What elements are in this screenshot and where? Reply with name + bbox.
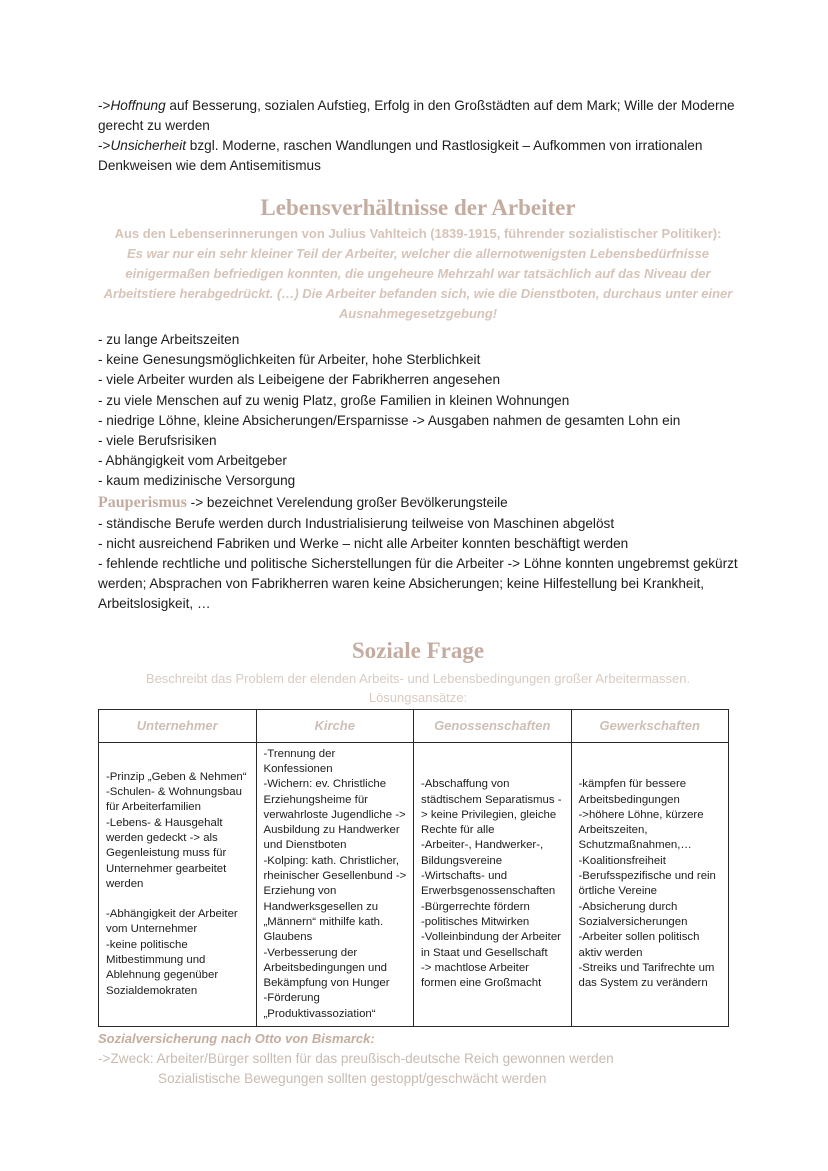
- cell-line: -Wirtschafts- und Erwerbsgenossenschaften: [421, 870, 556, 898]
- pauperismus-term: Pauperismus: [98, 493, 187, 511]
- cell-genossenschaften: [414, 742, 572, 1026]
- list-item: - kaum medizinische Versorgung: [98, 473, 296, 489]
- section-title-lebensverhaeltnisse: Lebensverhältnisse der Arbeiter: [260, 195, 576, 220]
- intro-hope-text: auf Besserung, sozialen Aufstieg, Erfolg in den Großstädten auf dem Mark; Wille der Moderne gerecht zu werden: [98, 98, 735, 133]
- cell-unternehmer: [99, 742, 257, 1026]
- arrow-prefix: ->: [98, 138, 111, 153]
- bismarck-heading: Sozialversicherung nach Otto von Bismarck:: [98, 1030, 375, 1046]
- soziale-frage-subtitle: Beschreibt das Problem der elenden Arbeits- und Lebensbedingungen großer Arbeitermassen.: [145, 670, 691, 686]
- solutions-table: [98, 709, 729, 1027]
- cell-gap: [106, 892, 250, 907]
- header-unternehmer: Unternehmer: [99, 709, 257, 742]
- list-item: - niedrige Löhne, kleine Absicherungen/Ersparnisse -> Ausgaben nahmen de gesamten Lohn ein: [98, 412, 681, 428]
- cell-line: -Wichern: ev. Christliche Erziehungsheime für verwahrloste Jugendliche -> Ausbildung zu Handwerker und Dienstboten: [263, 778, 406, 852]
- cell-line: -Förderung „Produktivassoziation“: [263, 992, 376, 1020]
- cell-line: -Prinzip „Geben & Nehmen“: [106, 770, 247, 783]
- list-item: - Abhängigkeit vom Arbeitgeber: [98, 453, 287, 469]
- list-item: - viele Arbeiter wurden als Leibeigene der Fabrikherren angesehen: [98, 372, 501, 388]
- pauperismus-definition: -> bezeichnet Verelendung großer Bevölkerungsteile: [186, 494, 508, 510]
- cell-kirche: [256, 742, 414, 1026]
- emphasis-uncertainty: Unsicherheit: [110, 138, 187, 153]
- list-item: - fehlende rechtliche und politische Sicherstellungen für die Arbeiter -> Löhne konnten ungebremst gekürzt werden; Absprachen von Fabrikherren waren keine Absicherungen; keine Hilfestellung bei Krankheit, Arbeitslosigkeit, …: [98, 556, 738, 612]
- quote-source: Aus den Lebenserinnerungen von Julius Vahlteich (1839-1915, führender sozialistischer Politiker):: [114, 226, 722, 241]
- list-item: - zu lange Arbeitszeiten: [98, 332, 240, 347]
- cell-line: -Kolping: kath. Christlicher, rheinischer Gesellenbund -> Erziehung von Handwerksgesellen zu „Männern“ mithilfe kath. Glaubens: [263, 854, 407, 944]
- pauperismus-list: [98, 514, 738, 615]
- list-item: - zu viele Menschen auf zu wenig Platz, große Familien in kleinen Wohnungen: [98, 392, 570, 408]
- section-title-soziale-frage: Soziale Frage: [351, 637, 485, 663]
- table-row: [99, 742, 729, 1026]
- cell-line: -Koalitionsfreiheit: [578, 854, 666, 867]
- cell-line: -Absicherung durch Sozialversicherungen: [578, 900, 688, 928]
- cell-line: -kämpfen für bessere Arbeitsbedingungen: [578, 778, 687, 806]
- list-item: - nicht ausreichend Fabriken und Werke – nicht alle Arbeiter konnten beschäftigt werden: [98, 535, 629, 551]
- cell-line: -Trennung der Konfessionen: [263, 747, 336, 775]
- document-page: [98, 96, 738, 1089]
- cell-line: -Abschaffung von städtischem Separatismus -> keine Privilegien, gleiche Rechte für alle: [421, 778, 562, 837]
- header-gewerkschaften: Gewerkschaften: [571, 709, 729, 742]
- living-conditions-list: [98, 330, 738, 492]
- intro-uncertainty-text: bzgl. Moderne, raschen Wandlungen und Rastlosigkeit – Aufkommen von irrationalen Denkweisen wie dem Antisemitismus: [98, 138, 703, 173]
- solutions-label: Lösungsansätze:: [368, 689, 468, 705]
- list-item: - viele Berufsrisiken: [98, 433, 217, 449]
- bismarck-purpose-2: Sozialistische Bewegungen sollten gestoppt/geschwächt werden: [158, 1070, 547, 1086]
- cell-line: -keine politische Mitbestimmung und Ablehnung gegenüber Sozialdemokraten: [106, 938, 219, 997]
- table-header-row: [99, 709, 729, 742]
- list-item: - ständische Berufe werden durch Industrialisierung teilweise von Maschinen abgelöst: [98, 515, 615, 531]
- intro-uncertainty: [98, 136, 738, 176]
- emphasis-hope: Hoffnung: [110, 98, 166, 113]
- quote-text: Es war nur ein sehr kleiner Teil der Arbeiter, welcher die allernotwenigsten Lebensbedürfnisse einigermaßen befriedigen konnten, die ungeheure Mehrzahl war tatsächlich auf das Niveau der Arbeitstiere herabgedrückt. (…) Die Arbeiter befanden sich, wie die Dienstboten, durchaus unter einer Ausnahmegesetzgebung!: [103, 246, 733, 321]
- cell-line: -Bürgerrechte fördern: [421, 900, 530, 913]
- arrow-prefix: ->: [98, 98, 111, 113]
- cell-line: -Abhängigkeit der Arbeiter vom Unternehmer: [106, 908, 238, 936]
- cell-line: -> machtlose Arbeiter formen eine Großmacht: [421, 961, 542, 990]
- header-genossenschaften: Genossenschaften: [414, 709, 572, 742]
- cell-line: -Arbeiter sollen politisch aktiv werden: [578, 931, 700, 959]
- cell-line: -Volleinbindung der Arbeiter in Staat und Gesellschaft: [421, 931, 561, 959]
- cell-line: -Lebens- & Hausgehalt werden gedeckt -> als Gegenleistung muss für Unternehmer gearbeitet werden: [106, 816, 227, 890]
- list-item: - keine Genesungsmöglichkeiten für Arbeiter, hohe Sterblichkeit: [98, 352, 481, 368]
- cell-line: -Berufsspezifische und rein örtliche Vereine: [578, 870, 716, 898]
- cell-line: ->höhere Löhne, kürzere Arbeitszeiten, Schutzmaßnahmen,…: [578, 808, 704, 852]
- cell-line: -politisches Mitwirken: [421, 915, 530, 928]
- cell-line: -Verbesserung der Arbeitsbedingungen und Bekämpfung von Hunger: [263, 946, 390, 990]
- cell-line: -Arbeiter-, Handwerker-, Bildungsvereine: [421, 839, 544, 867]
- cell-line: -Streiks und Tarifrechte um das System zu verändern: [578, 961, 715, 990]
- cell-line: -Schulen- & Wohnungsbau für Arbeiterfamilien: [106, 786, 242, 814]
- cell-gewerkschaften: [571, 742, 729, 1026]
- intro-hope: [98, 96, 738, 136]
- header-kirche: Kirche: [256, 709, 414, 742]
- pauperismus-heading: [98, 492, 738, 514]
- bismarck-purpose: ->Zweck: Arbeiter/Bürger sollten für das preußisch-deutsche Reich gewonnen werden: [98, 1050, 614, 1066]
